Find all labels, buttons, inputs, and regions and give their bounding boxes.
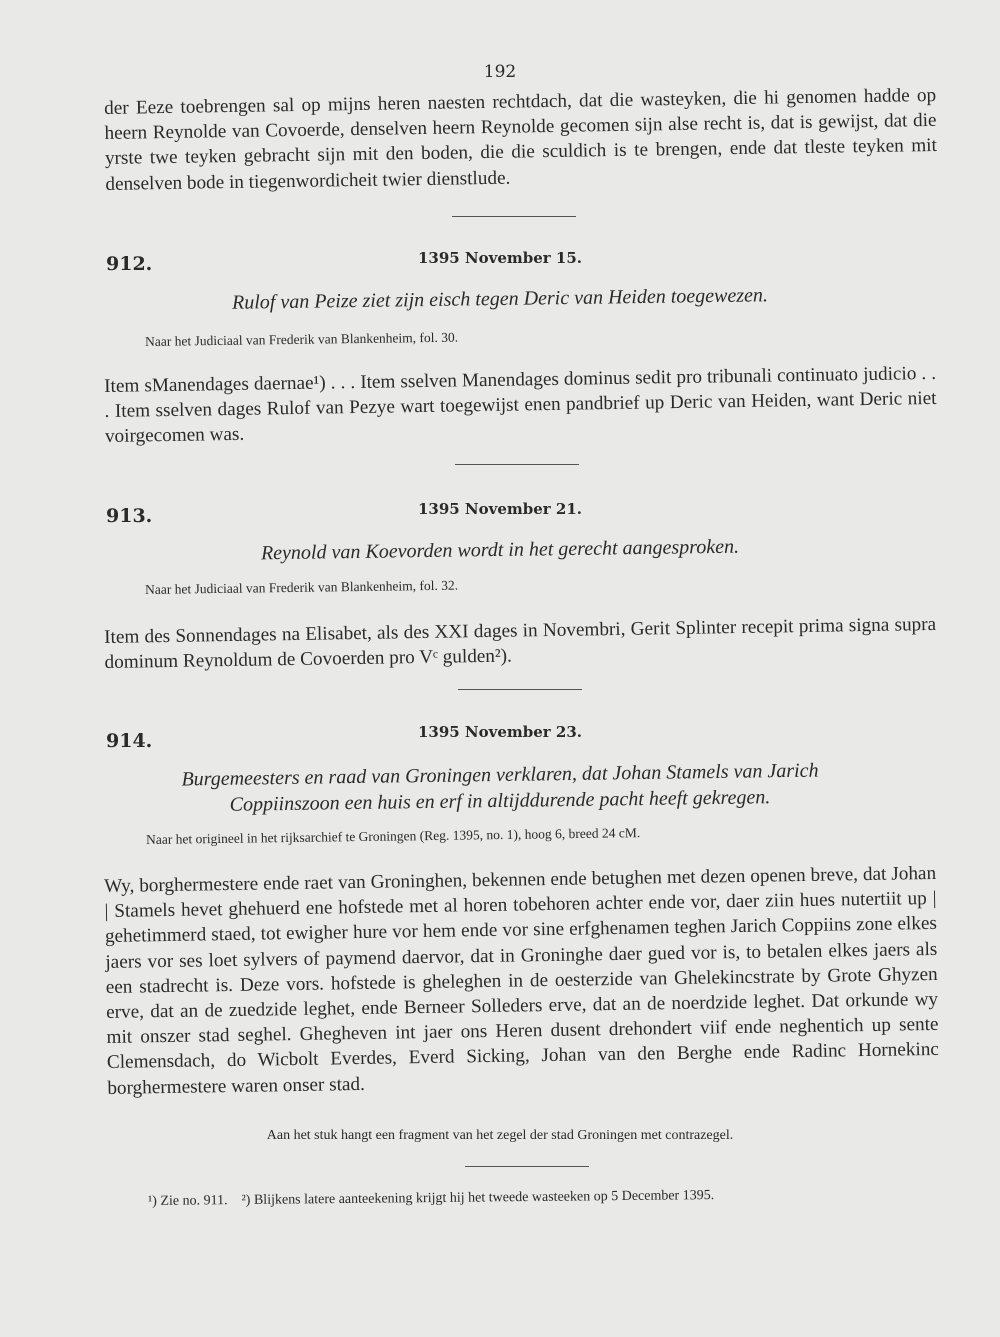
entry-number: 912.	[106, 253, 153, 275]
entry-date: 1395 November 21.	[417, 500, 583, 518]
separator	[455, 464, 579, 465]
entry-text: Wy, borghermestere ende raet van Groninghen, bekennen ende betughen met dezen openen breve, dat Johan | Stamels hevet ghehuerd ene hofstede met al horen tobehoren achter ende vor, daer ziin hues nutertiit up | gehetimmerd staed, tot ewigher hure vor hem ende vor sine erfghenamen teghen Jarich Coppiins zone elkes jaers vor ses loet sylvers of paymend daervor, dat in Groninghe daer gued vor is, to betalen elkes jaers als een stadrecht is. Deze vors. hofstede is gheleghen in de oesterzide van Ghelekincstrate by Grote Ghyzen erve, dat an de zuedzide leghet, ende Berneer Solleders erve, dat an de noerdzide leghet. Dat orkunde wy mit onszer stad seghel. Ghegheven int jaer ons Heren dusent drehondert viif ende neghentich up sente Clemensdach, do Wicbolt Everdes, Everd Sicking, Johan van den Berghe ende Radinc Hornekinc borghermestere waren onser stad.	[104, 862, 940, 1099]
footnote-2: ²) Blijkens latere aanteekening krijgt hij het tweede wasteeken op 5 December 1395.	[241, 1188, 715, 1209]
separator	[458, 689, 582, 690]
entry-source: Naar het Judiciaal van Frederik van Blankenheim, fol. 32.	[145, 577, 459, 597]
entry-title: Reynold van Koevorden wordt in het gerecht aangesproken.	[260, 535, 740, 565]
entry-title: Rulof van Peize ziet zijn eisch tegen Deric van Heiden toegewezen.	[231, 284, 769, 314]
entry-title-line1: Burgemeesters en raad van Groningen verklaren, dat Johan Stamels van Jarich	[181, 759, 819, 791]
footnotes	[148, 1188, 728, 1210]
footnote-1: ¹) Zie no. 911.	[148, 1193, 228, 1209]
entry-source: Naar het origineel in het rijksarchief te Groningen (Reg. 1395, no. 1), hoog 6, breed 24 cM.	[146, 825, 641, 847]
entry-note: Aan het stuk hangt een fragment van het zegel der stad Groningen met contrazegel.	[266, 1128, 734, 1143]
intro-paragraph: der Eeze toebrengen sal op mijns heren naesten rechtdach, dat die wasteyken, die hi genomen hadde op heern Reynolde van Covoerde, denselven heern Reynolde gecomen sijn alse recht is, dat is gewijst, dat die yrste twe teyken gebracht sijn mit den boden, die die sculdich is te brengen, ende dat tleste teyken mit denselven bode in tiegenwordicheit twier dienstlude.	[104, 84, 938, 195]
entry-title-line2: Coppiinszoon een huis en erf in altijddurende pacht heeft gekregen.	[229, 786, 771, 816]
footnote-separator	[465, 1166, 589, 1167]
entry-text: Item sManendages daernae¹) . . . Item sselven Manendages dominus sedit pro tribunali continuato judicio . . . Item sselven dages Rulof van Pezye wart toegewijst enen pandbrief up Deric van Heiden, want Deric niet voirgecomen was.	[104, 362, 937, 448]
page-number: 192	[483, 62, 517, 82]
separator	[452, 216, 576, 217]
entry-number: 914.	[106, 730, 153, 752]
entry-date: 1395 November 23.	[417, 723, 583, 741]
entry-number: 913.	[106, 505, 153, 527]
entry-source: Naar het Judiciaal van Frederik van Blankenheim, fol. 30.	[145, 329, 459, 349]
entry-text: Item des Sonnendages na Elisabet, als des XXI dages in Novembri, Gerit Splinter recepit prima signa supra dominum Reynoldum de Covoerden pro Vᶜ gulden²).	[104, 613, 937, 674]
entry-date: 1395 November 15.	[417, 249, 583, 267]
